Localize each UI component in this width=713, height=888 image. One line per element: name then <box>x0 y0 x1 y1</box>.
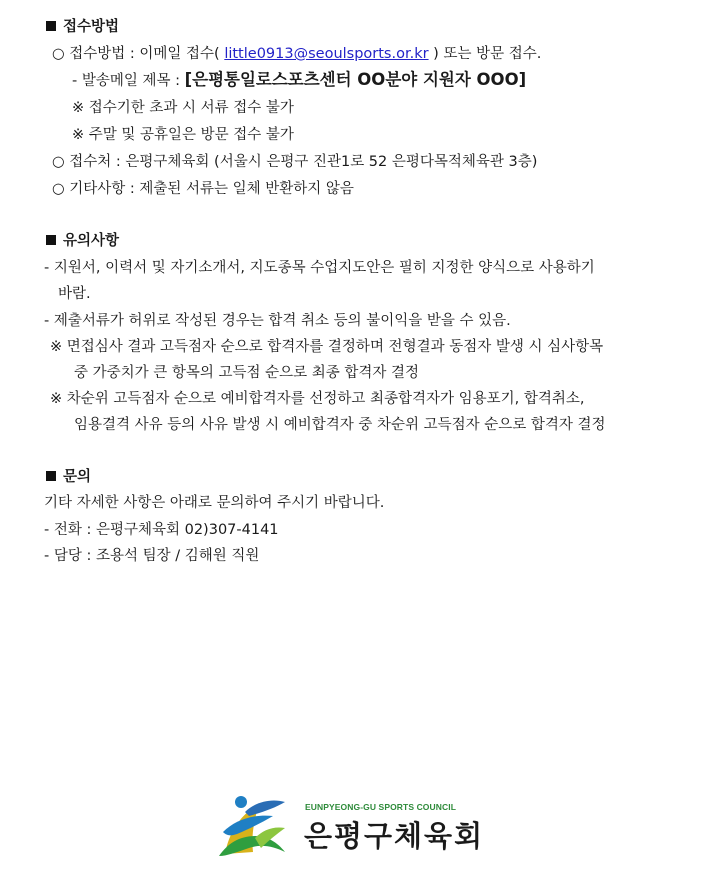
sports-council-emblem-icon <box>215 792 291 862</box>
reception-method-label: ○ 접수방법 : 이메일 접수( <box>52 46 225 62</box>
notice-item-1-cont: 바람. <box>58 286 91 302</box>
contact-heading: 문의 <box>46 467 91 487</box>
email-link[interactable]: little0913@seoulsports.or.kr <box>224 46 429 62</box>
mail-subject-value: [은평통일로스포츠센터 OO분야 지원자 OOO] <box>184 70 527 89</box>
notice-heading: 유의사항 <box>46 231 119 251</box>
reception-method <box>52 44 541 64</box>
notice-item-4-cont: 임용결격 사유 등의 사유 발생 시 예비합격자 중 차순위 고득점자 순으로 합격자 결정 <box>74 417 606 433</box>
notice-item-2: - 제출서류가 허위로 작성된 경우는 합격 취소 등의 불이익을 받을 수 있음. <box>44 313 511 329</box>
logo-korean-name: 은평구체육회 <box>304 819 485 853</box>
reception-method-suffix: ) 또는 방문 접수. <box>428 46 542 62</box>
note-weekend: ※ 주말 및 공휴일은 방문 접수 불가 <box>72 127 294 143</box>
notice-item-3: ※ 면접심사 결과 고득점자 순으로 합격자를 결정하며 전형결과 동점자 발생 시 심사항목 <box>50 339 604 355</box>
note-deadline: ※ 접수기한 초과 시 서류 접수 불가 <box>72 100 294 116</box>
contact-intro: 기타 자세한 사항은 아래로 문의하여 주시기 바랍니다. <box>44 495 385 511</box>
organization-logo <box>215 792 485 862</box>
square-bullet-icon <box>46 235 56 245</box>
mail-subject-label: - 발송메일 제목 : <box>72 73 185 89</box>
square-bullet-icon <box>46 21 56 31</box>
logo-english-name: EUNPYEONG-GU SPORTS COUNCIL <box>305 802 456 812</box>
contact-phone: - 전화 : 은평구체육회 02)307-4141 <box>44 522 279 538</box>
contact-person: - 담당 : 조용석 팀장 / 김해원 직원 <box>44 548 260 564</box>
reception-other: ○ 기타사항 : 제출된 서류는 일체 반환하지 않음 <box>52 181 354 197</box>
mail-subject <box>72 70 526 91</box>
square-bullet-icon <box>46 471 56 481</box>
notice-item-4: ※ 차순위 고득점자 순으로 예비합격자를 선정하고 최종합격자가 임용포기, 합격취소, <box>50 391 585 407</box>
reception-heading: 접수방법 <box>46 17 119 37</box>
reception-place: ○ 접수처 : 은평구체육회 (서울시 은평구 진관1로 52 은평다목적체육관 3층) <box>52 154 538 170</box>
notice-item-3-cont: 중 가중치가 큰 항목의 고득점 순으로 최종 합격자 결정 <box>74 365 420 381</box>
notice-item-1: - 지원서, 이력서 및 자기소개서, 지도종목 수업지도안은 필히 지정한 양식으로 사용하기 <box>44 260 595 276</box>
